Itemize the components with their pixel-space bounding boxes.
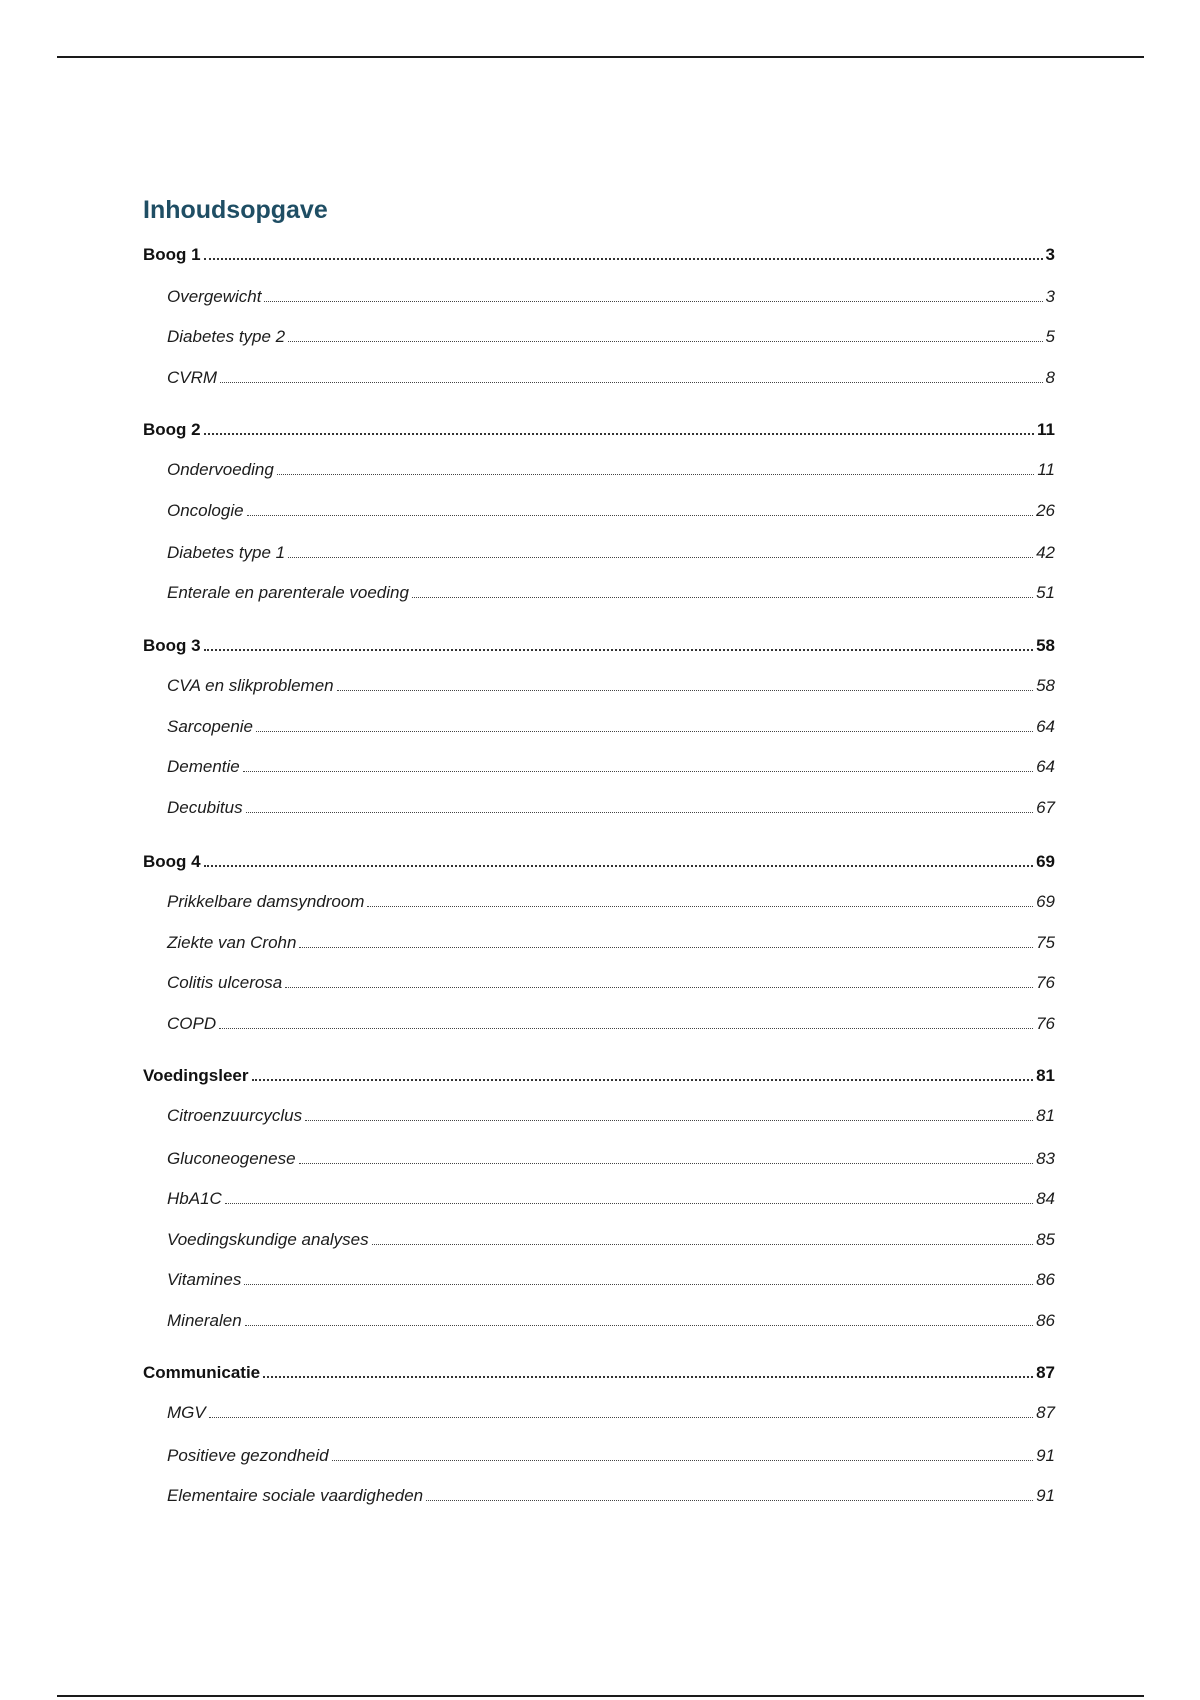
toc-subsection-entry[interactable] <box>167 1401 1055 1425</box>
toc-entry-label: HbA1C <box>167 1189 222 1208</box>
toc-entry-label: Mineralen <box>167 1311 242 1330</box>
toc-page-number: 58 <box>1036 636 1055 655</box>
toc-subsection-entry[interactable] <box>167 499 1055 523</box>
toc-dot-leader <box>412 597 1033 598</box>
toc-dot-leader <box>299 947 1033 948</box>
toc-subsection-entry[interactable] <box>167 971 1055 995</box>
toc-dot-leader <box>299 1163 1034 1164</box>
toc-page-number: 91 <box>1036 1486 1055 1505</box>
toc-dot-leader <box>204 433 1034 435</box>
toc-dot-leader <box>243 771 1033 772</box>
toc-subsection-entry[interactable] <box>167 1484 1055 1508</box>
toc-entry-label: Communicatie <box>143 1363 261 1382</box>
toc-subsection-entry[interactable] <box>167 541 1055 565</box>
toc-page-number: 76 <box>1036 973 1055 992</box>
toc-page-number: 5 <box>1045 327 1055 346</box>
toc-entry-label: MGV <box>167 1403 206 1422</box>
toc-title: Inhoudsopgave <box>143 196 328 224</box>
toc-subsection-entry[interactable] <box>167 1187 1055 1211</box>
toc-entry-label: Boog 2 <box>143 420 201 439</box>
toc-entry-label: Gluconeogenese <box>167 1149 296 1168</box>
toc-entry-label: Positieve gezondheid <box>167 1446 329 1465</box>
toc-entry-label: Boog 4 <box>143 852 201 871</box>
toc-subsection-entry[interactable] <box>167 1104 1055 1128</box>
toc-subsection-entry[interactable] <box>167 1268 1055 1292</box>
toc-entry-label: Diabetes type 1 <box>167 543 286 562</box>
toc-dot-leader <box>426 1500 1033 1501</box>
toc-entry-label: CVRM <box>167 368 218 387</box>
toc-entry-label: Ziekte van Crohn <box>167 933 297 952</box>
toc-dot-leader <box>225 1203 1033 1204</box>
toc-page-number: 75 <box>1036 933 1055 952</box>
toc-dot-leader <box>263 1376 1033 1378</box>
toc-page-number: 84 <box>1036 1189 1055 1208</box>
toc-dot-leader <box>209 1417 1033 1418</box>
toc-section-entry[interactable] <box>143 850 1055 874</box>
toc-dot-leader <box>305 1120 1033 1121</box>
toc-subsection-entry[interactable] <box>167 715 1055 739</box>
toc-page-number: 58 <box>1036 676 1055 695</box>
toc-page-number: 91 <box>1036 1446 1055 1465</box>
toc-page-number: 83 <box>1036 1149 1055 1168</box>
toc-entry-label: Overgewicht <box>167 287 262 306</box>
toc-subsection-entry[interactable] <box>167 1228 1055 1252</box>
toc-entry-label: Diabetes type 2 <box>167 327 286 346</box>
toc-subsection-entry[interactable] <box>167 796 1055 820</box>
toc-subsection-entry[interactable] <box>167 1309 1055 1333</box>
toc-dot-leader <box>244 1284 1033 1285</box>
toc-page-number: 69 <box>1036 892 1055 911</box>
toc-page-number: 87 <box>1036 1403 1055 1422</box>
toc-subsection-entry[interactable] <box>167 325 1055 349</box>
toc-dot-leader <box>285 987 1033 988</box>
toc-entry-label: Elementaire sociale vaardigheden <box>167 1486 424 1505</box>
toc-subsection-entry[interactable] <box>167 1012 1055 1036</box>
toc-entry-label: Voedingskundige analyses <box>167 1230 369 1249</box>
toc-entry-label: Vitamines <box>167 1270 242 1289</box>
toc-page-number: 8 <box>1045 368 1055 387</box>
toc-dot-leader <box>220 382 1042 383</box>
toc-page-number: 86 <box>1036 1311 1055 1330</box>
toc-dot-leader <box>247 515 1034 516</box>
toc-entry-label: Boog 1 <box>143 245 201 264</box>
toc-section-entry[interactable] <box>143 634 1055 658</box>
toc-section-entry[interactable] <box>143 243 1055 267</box>
toc-page-number: 81 <box>1036 1106 1055 1125</box>
toc-page-number: 69 <box>1036 852 1055 871</box>
toc-subsection-entry[interactable] <box>167 581 1055 605</box>
toc-subsection-entry[interactable] <box>167 890 1055 914</box>
toc-entry-label: Citroenzuurcyclus <box>167 1106 303 1125</box>
toc-dot-leader <box>219 1028 1033 1029</box>
toc-subsection-entry[interactable] <box>167 1444 1055 1468</box>
toc-section-entry[interactable] <box>143 1361 1055 1385</box>
toc-entry-label: Dementie <box>167 757 240 776</box>
toc-dot-leader <box>204 258 1043 260</box>
toc-entry-label: CVA en slikproblemen <box>167 676 334 695</box>
toc-dot-leader <box>245 1325 1033 1326</box>
toc-page-number: 11 <box>1037 460 1055 479</box>
toc-subsection-entry[interactable] <box>167 285 1055 309</box>
toc-entry-label: Colitis ulcerosa <box>167 973 283 992</box>
toc-page-number: 64 <box>1036 757 1055 776</box>
toc-page-number: 11 <box>1037 420 1055 439</box>
toc-dot-leader <box>288 557 1033 558</box>
toc-page-number: 81 <box>1036 1066 1055 1085</box>
toc-subsection-entry[interactable] <box>167 458 1055 482</box>
toc-dot-leader <box>264 301 1042 302</box>
toc-dot-leader <box>256 731 1033 732</box>
footer-rule <box>57 1695 1144 1697</box>
toc-subsection-entry[interactable] <box>167 674 1055 698</box>
toc-dot-leader <box>204 649 1033 651</box>
toc-entry-label: Voedingsleer <box>143 1066 249 1085</box>
toc-page-number: 42 <box>1036 543 1055 562</box>
toc-page-number: 67 <box>1036 798 1055 817</box>
toc-entry-label: Enterale en parenterale voeding <box>167 583 409 602</box>
toc-entry-label: Ondervoeding <box>167 460 274 479</box>
toc-dot-leader <box>367 906 1033 907</box>
toc-page-number: 87 <box>1036 1363 1055 1382</box>
toc-dot-leader <box>204 865 1033 867</box>
toc-page-number: 86 <box>1036 1270 1055 1289</box>
toc-subsection-entry[interactable] <box>167 1147 1055 1171</box>
toc-section-entry[interactable] <box>143 418 1055 442</box>
toc-dot-leader <box>246 812 1033 813</box>
toc-entry-label: Sarcopenie <box>167 717 254 736</box>
toc-page-number: 26 <box>1036 501 1055 520</box>
toc-dot-leader <box>288 341 1042 342</box>
toc-dot-leader <box>252 1079 1034 1081</box>
toc-subsection-entry[interactable] <box>167 755 1055 779</box>
toc-subsection-entry[interactable] <box>167 366 1055 390</box>
toc-entry-label: COPD <box>167 1014 217 1033</box>
toc-entry-label: Prikkelbare damsyndroom <box>167 892 365 911</box>
toc-dot-leader <box>372 1244 1033 1245</box>
toc-page-number: 3 <box>1045 245 1055 264</box>
toc-entry-label: Oncologie <box>167 501 244 520</box>
toc-dot-leader <box>277 474 1035 475</box>
toc-subsection-entry[interactable] <box>167 931 1055 955</box>
toc-page-number: 64 <box>1036 717 1055 736</box>
toc-section-entry[interactable] <box>143 1064 1055 1088</box>
toc-entry-label: Decubitus <box>167 798 243 817</box>
toc-dot-leader <box>337 690 1033 691</box>
toc-entry-label: Boog 3 <box>143 636 201 655</box>
toc-page-number: 76 <box>1036 1014 1055 1033</box>
toc-dot-leader <box>332 1460 1033 1461</box>
toc-page-number: 85 <box>1036 1230 1055 1249</box>
toc-page-number: 51 <box>1036 583 1055 602</box>
toc-page-number: 3 <box>1045 287 1055 306</box>
